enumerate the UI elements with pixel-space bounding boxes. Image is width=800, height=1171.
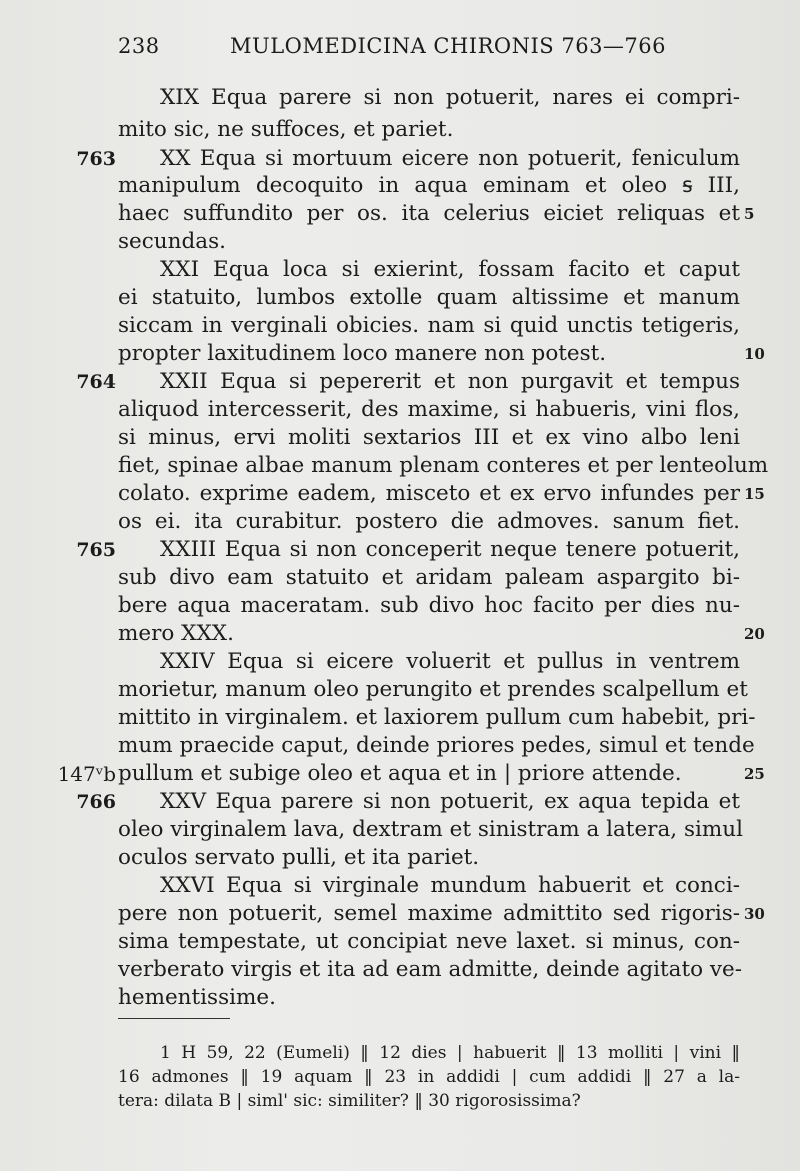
footnote-line: 1 H 59, 22 (Eumeli) ‖ 12 dies | habuerit ‖ 13 molliti | vini ‖ xyxy=(160,1043,740,1063)
line-number: 10 xyxy=(744,345,765,363)
text-line: XXII Equa si pepererit et non purgavit et tempus xyxy=(160,369,740,394)
text-line: mittito in virginalem. et laxiorem pullum cum habebit, pri- xyxy=(118,705,756,730)
line-number: 30 xyxy=(744,905,765,923)
text-line: hementissime. xyxy=(118,985,276,1010)
line-number: 15 xyxy=(744,485,765,503)
page-number: 238 xyxy=(118,34,160,58)
text-line: sub divo eam statuito et aridam paleam aspargito bi- xyxy=(118,565,740,590)
section-number: 763 xyxy=(76,148,116,170)
text-line: pullum et subige oleo et aqua et in | priore attende. xyxy=(118,761,682,786)
page-header xyxy=(118,34,738,64)
text-line: os ei. ita curabitur. postero die admoves. sanum fiet. xyxy=(118,509,740,534)
text-line: XXIV Equa si eicere voluerit et pullus in ventrem xyxy=(160,649,740,674)
text-line: oculos servato pulli, et ita pariet. xyxy=(118,845,480,870)
text-line: manipulum decoquito in aqua eminam et oleo ꟊ III, xyxy=(118,173,740,198)
text-line: XXIII Equa si non conceperit neque tenere potuerit, xyxy=(160,537,740,562)
text-line: secundas. xyxy=(118,229,226,254)
text-line: XXI Equa loca si exierint, fossam facito et caput xyxy=(160,257,740,282)
running-title: MULOMEDICINA CHIRONIS 763—766 xyxy=(230,34,667,58)
text-line: aliquod intercesserit, des maxime, si habueris, vini flos, xyxy=(118,397,740,422)
text-line: oleo virginalem lava, dextram et sinistram a latera, simul xyxy=(118,817,743,842)
folio-reference: 147ᵛb xyxy=(57,762,116,786)
line-number: 20 xyxy=(744,625,765,643)
text-line: pere non potuerit, semel maxime admittito sed rigoris- xyxy=(118,901,740,926)
text-line: XIX Equa parere si non potuerit, nares ei compri- xyxy=(160,85,740,110)
text-line: fiet, spinae albae manum plenam conteres et per lenteolum xyxy=(118,453,769,478)
text-line: XXV Equa parere si non potuerit, ex aqua tepida et xyxy=(160,789,740,814)
text-line: propter laxitudinem loco manere non potest. xyxy=(118,341,607,366)
text-line: haec suffundito per os. ita celerius eiciet reliquas et xyxy=(118,201,740,226)
text-line: XX Equa si mortuum eicere non potuerit, feniculum xyxy=(160,146,740,171)
section-number: 765 xyxy=(76,539,116,561)
text-line: sima tempestate, ut concipiat neve laxet. si minus, con- xyxy=(118,929,740,954)
footnote-line: 16 admones ‖ 19 aquam ‖ 23 in addidi | cum addidi ‖ 27 a la- xyxy=(118,1067,740,1087)
text-line: si minus, ervi moliti sextarios III et ex vino albo leni xyxy=(118,425,740,450)
text-line: ei statuito, lumbos extolle quam altissime et manum xyxy=(118,285,740,310)
text-line: bere aqua maceratam. sub divo hoc facito per dies nu- xyxy=(118,593,740,618)
text-line: mito sic, ne suffoces, et pariet. xyxy=(118,117,454,142)
text-line: siccam in verginali obicies. nam si quid unctis tetigeris, xyxy=(118,313,740,338)
line-number: 5 xyxy=(744,205,755,223)
section-number: 764 xyxy=(76,371,116,393)
text-line: verberato virgis et ita ad eam admitte, deinde agitato ve- xyxy=(118,957,743,982)
text-line: morietur, manum oleo perungito et prendes scalpellum et xyxy=(118,677,748,702)
section-number: 766 xyxy=(76,791,116,813)
footnote-line: tera: dilata B | siml' sic: similiter? ‖ 30 rigorosissima? xyxy=(118,1091,581,1111)
text-line: colato. exprime eadem, misceto et ex ervo infundes per xyxy=(118,481,740,506)
text-line: mum praecide caput, deinde priores pedes, simul et tende xyxy=(118,733,755,758)
line-number: 25 xyxy=(744,765,765,783)
text-line: mero XXX. xyxy=(118,621,234,646)
footnote-divider xyxy=(118,1018,230,1019)
text-line: XXVI Equa si virginale mundum habuerit et conci- xyxy=(160,873,740,898)
